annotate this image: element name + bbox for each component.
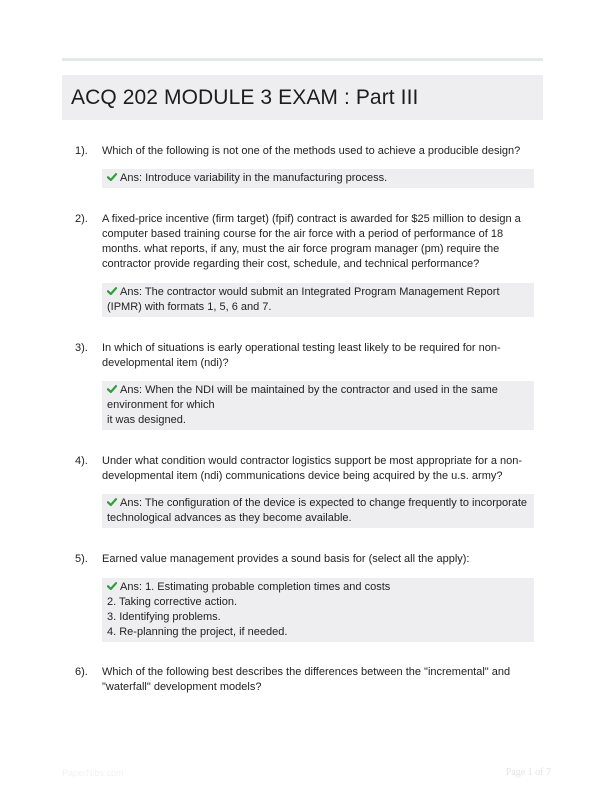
answer-line: it was designed. — [107, 414, 186, 426]
answer-text: Ans: 1. Estimating probable completion times and costs — [120, 581, 391, 593]
answer-box — [102, 578, 534, 642]
answer-line — [107, 285, 530, 315]
check-icon — [107, 384, 117, 394]
check-icon — [107, 172, 117, 182]
question-text: Which of the following best describes the differences between the "incremental" and "waterfall" development models? — [102, 666, 511, 693]
answer-text: Ans: The configuration of the device is expected to change frequently to incorporate technological advances as they become available. — [107, 497, 528, 524]
question-text: Earned value management provides a sound basis for (select all the apply): — [102, 553, 470, 565]
page-title: ACQ 202 MODULE 3 EXAM : Part III — [71, 85, 419, 109]
answer-box — [102, 381, 534, 430]
answer-box — [102, 494, 534, 528]
question-text: In which of situations is early operational testing least likely to be required for non-developmental item (ndi)? — [102, 342, 501, 369]
question-number: 6). — [75, 666, 88, 678]
check-icon — [107, 286, 117, 296]
question-text: A fixed-price incentive (firm target) (fpif) contract is awarded for $25 million to design a computer based training course for the air force with a period of performance of 18 months. what reports, if any, must the air force program manager (pm) require the contractor provide regarding their cost, schedule, and technical performance? — [102, 213, 521, 270]
answer-line — [107, 171, 530, 186]
question-number: 1). — [75, 145, 88, 157]
question-number: 4). — [75, 455, 88, 467]
answer-box — [102, 283, 534, 317]
question-number: 5). — [75, 553, 88, 565]
question-number: 2). — [75, 213, 88, 225]
answer-line: 4. Re-planning the project, if needed. — [107, 626, 288, 638]
page-indicator: Page 1 of 7 — [505, 767, 551, 778]
answer-text: Ans: The contractor would submit an Integrated Program Management Report (IPMR) with formats 1, 5, 6 and 7. — [107, 286, 500, 313]
footer-watermark: PaperNibs.com — [62, 768, 124, 778]
answer-line: 2. Taking corrective action. — [107, 596, 238, 608]
answer-text: Ans: Introduce variability in the manufacturing process. — [120, 172, 388, 184]
question-number: 3). — [75, 342, 88, 354]
answer-line: 3. Identifying problems. — [107, 611, 221, 623]
header-rule — [62, 58, 543, 61]
answer-box — [102, 169, 534, 188]
answer-line — [107, 383, 530, 413]
answer-line — [107, 580, 530, 595]
question-text: Which of the following is not one of the methods used to achieve a producible design? — [102, 145, 521, 157]
answer-line — [107, 496, 530, 526]
check-icon — [107, 581, 117, 591]
question-text: Under what condition would contractor logistics support be most appropriate for a non-developmental item (ndi) communications device being acquired by the u.s. army? — [102, 455, 523, 482]
answer-text: Ans: When the NDI will be maintained by the contractor and used in the same environment for which — [107, 384, 498, 411]
check-icon — [107, 497, 117, 507]
title-bar — [62, 75, 543, 120]
